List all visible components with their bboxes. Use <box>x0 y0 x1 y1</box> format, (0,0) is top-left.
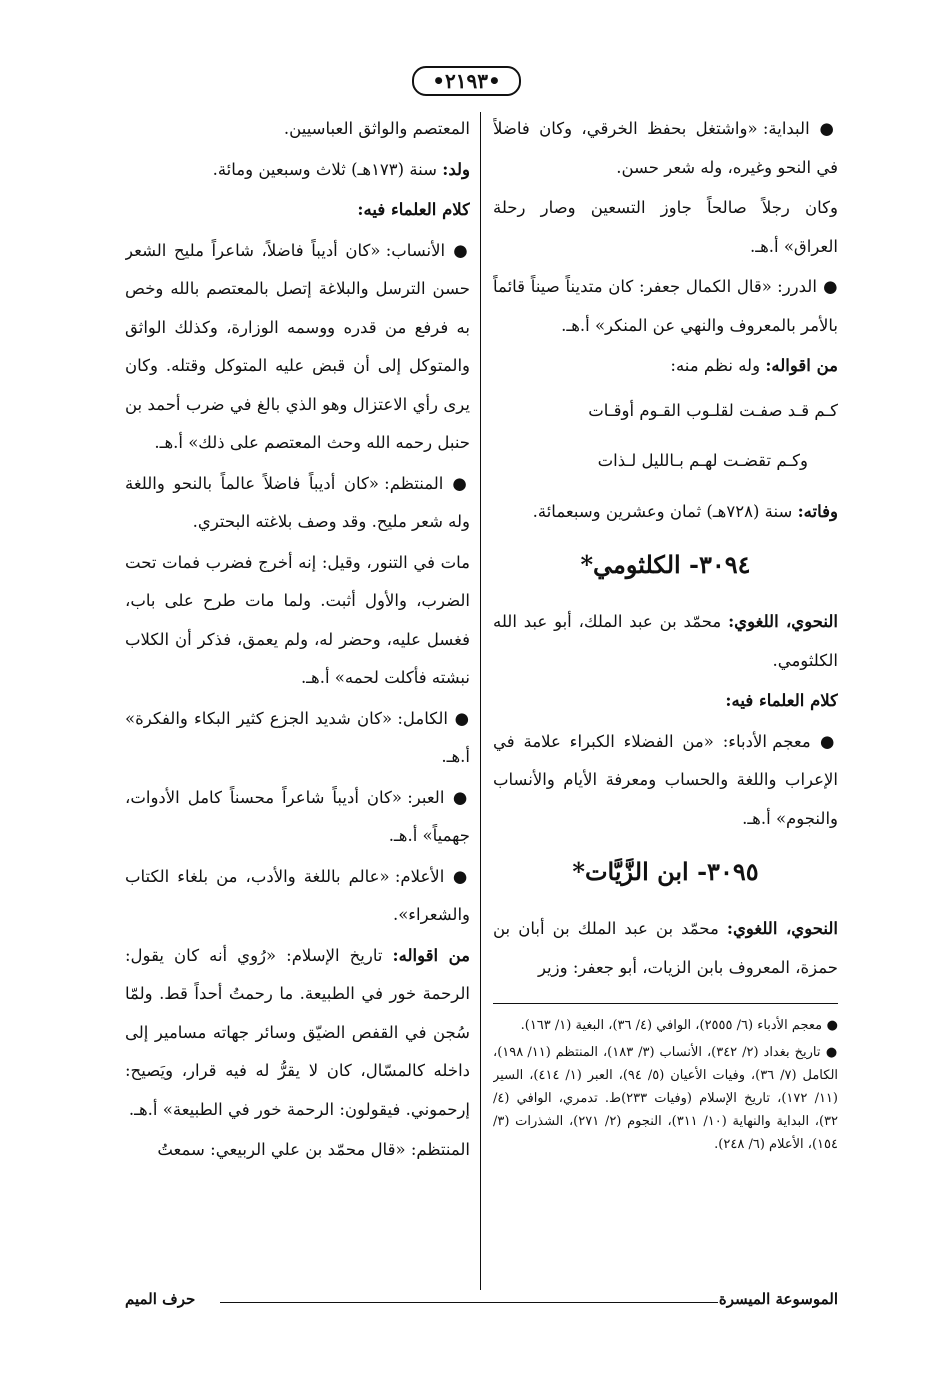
footer-title: الموسوعة الميسرة <box>718 1290 838 1308</box>
right-column <box>493 110 838 1280</box>
column-divider <box>480 112 481 1290</box>
entry-intro: النحوي، اللغوي: محمّد بن عبد الملك، أبو عبد الله الكلثومي. <box>493 612 838 670</box>
bullet-icon: ● <box>444 787 470 807</box>
footnote: ● تاريخ بغداد (٢/ ٣٤٢)، الأنساب (٣/ ١٨٣)، المنتظم (١١/ ١٩٨)، الكامل (٧/ ٣٦)، وفيات الأعيان (٥/ ٩٤)، العبر (١/ ٤١٤)، السير (١١/ ١٧٢)، تاريخ الإسلام (وفيات ٢٣٣)ط. تدمري، الوافي (٤/ ٣٢)، البداية والنهاية (١٠/ ٣١١)، النجوم (٢/ ٢٧١)، الشذرات (٣/ ١٥٤)، الأعلام (٦/ ٢٤٨). <box>493 1045 838 1152</box>
entry-title: ٣٠٩٥- ابن الزَّيَّات* <box>572 857 759 886</box>
bullet-icon: ● <box>810 731 838 751</box>
poem-line: وكـم تقضـت لهـم بـالليل لـذات <box>597 451 808 470</box>
bullet-icon: ● <box>445 240 470 260</box>
paragraph: ● الأنساب: «كان أديباً فاضلاً، شاعراً مليح الشعر حسن الترسل والبلاغة إتصل بالمعتصم بالله وخص به فرفع من قدره ووسمه الوزارة، وكذلك الواثق والمتوكل إلى أن قبض عليه المتوكل وقتله. وكان يرى رأي الاعتزال وهو الذي بالغ في ضرب أحمد بن حنبل رحمه الله وحث المعتصم على ذلك» أ.هـ. <box>125 240 470 452</box>
footer-section: حرف الميم <box>125 1290 196 1308</box>
scholars-heading: كلام العلماء فيه: <box>725 691 838 710</box>
footnote-divider <box>493 1003 838 1004</box>
born-line: ولد: سنة (١٧٣هـ) ثلاث وسبعين ومائة. <box>212 159 470 179</box>
entry-title: ٣٠٩٤- الكلثومي* <box>580 550 751 579</box>
bullet-icon: ● <box>444 866 470 886</box>
entry-intro: النحوي، اللغوي: محمّد بن عبد الملك بن أبان بن حمزة، المعروف بابن الزيات، أبو جعفر: وزير <box>493 919 838 977</box>
bullet-icon: ● <box>822 1018 838 1033</box>
paragraph: ● البداية: «واشتغل بحفظ الخرقي، وكان فاضلاً في النحو وغيره، وله شعر حسن. <box>493 119 838 177</box>
scholars-heading: كلام العلماء فيه: <box>357 200 470 219</box>
paragraph: وكان رجلاً صالحاً جاوز التسعين وصار رحلة العراق» أ.هـ. <box>493 198 838 256</box>
paragraph: المعتصم والواثق العباسيين. <box>283 119 470 138</box>
sayings-paragraph: من اقواله: تاريخ الإسلام: «رُوي أنه كان يقول: الرحمة خور في الطبيعة. ما رحمتُ أحداً قط. ولمّا سُجن في القفص الضيّق وسائر جهاته مسامير إلى داخله كالمسّال، كان لا يقرُّ له فيه قرار، ويَصيح: إرحموني. فيقولون: الرحمة خور في الطبيعة» أ.هـ. <box>125 945 470 1119</box>
bullet-icon: ● <box>816 277 838 296</box>
page-footer <box>125 1290 838 1318</box>
paragraph: ● الكامل: «كان شديد الجزع كثير البكاء والفكرة» أ.هـ. <box>125 708 470 766</box>
paragraph: ● المنتظم: «كان أديباً فاضلاً عالماً بالنحو واللغة وله شعر مليح. وقد وصف بلاغته البحتري. <box>125 473 470 531</box>
paragraph: ● الدرر: «قال الكمال جعفر: كان متديناً صيناً قائماً بالأمر بالمعروف والنهي عن المنكر» أ.هـ. <box>493 277 838 335</box>
bullet-icon: ● <box>809 119 838 138</box>
bullet-icon: ● <box>448 708 470 728</box>
footnote: ● معجم الأدباء (٦/ ٢٥٥٥)، الوافي (٤/ ٣٦)، البغية (١/ ١٦٣). <box>520 1018 838 1033</box>
paragraph: ● معجم الأدباء: «من الفضلاء الكبراء علامة في الإعراب واللغة والحساب ومعرفة الأيام والأنساب والنجوم» أ.هـ. <box>493 731 838 828</box>
footnotes <box>493 1014 838 1156</box>
death-line: وفاته: سنة (٧٢٨هـ) ثمان وعشرين وسبعمائة. <box>532 501 838 521</box>
bullet-icon: ● <box>443 473 470 493</box>
left-column <box>125 110 470 1280</box>
poem-line: كـم قـد صفـت لقلـوب القـوم أوقـات <box>588 400 838 420</box>
page-number: •٢١٩٣• <box>0 66 933 96</box>
paragraph: مات في التنور، وقيل: إنه أخرج فضرب فمات تحت الضرب، والأول أثبت. ولما مات طرح على باب، فغسل عليه، وحضر له، ولم يعمق، فذكر أن الكلاب نبشته فأكلت لحمه» أ.هـ. <box>125 552 470 687</box>
bullet-icon: ● <box>820 1045 838 1060</box>
paragraph: ● الأعلام: «عالم باللغة والأدب، من بلغاء الكتاب والشعراء». <box>125 866 470 924</box>
sayings-line: من اقواله: وله نظم منه: <box>670 356 838 375</box>
paragraph: ● العبر: «كان أديباً شاعراً محسناً كامل الأدوات، جهمياً» أ.هـ. <box>125 787 470 845</box>
paragraph: المنتظم: «قال محمّد بن علي الربيعي: سمعتُ <box>157 1140 470 1159</box>
footer-rule <box>220 1302 718 1303</box>
